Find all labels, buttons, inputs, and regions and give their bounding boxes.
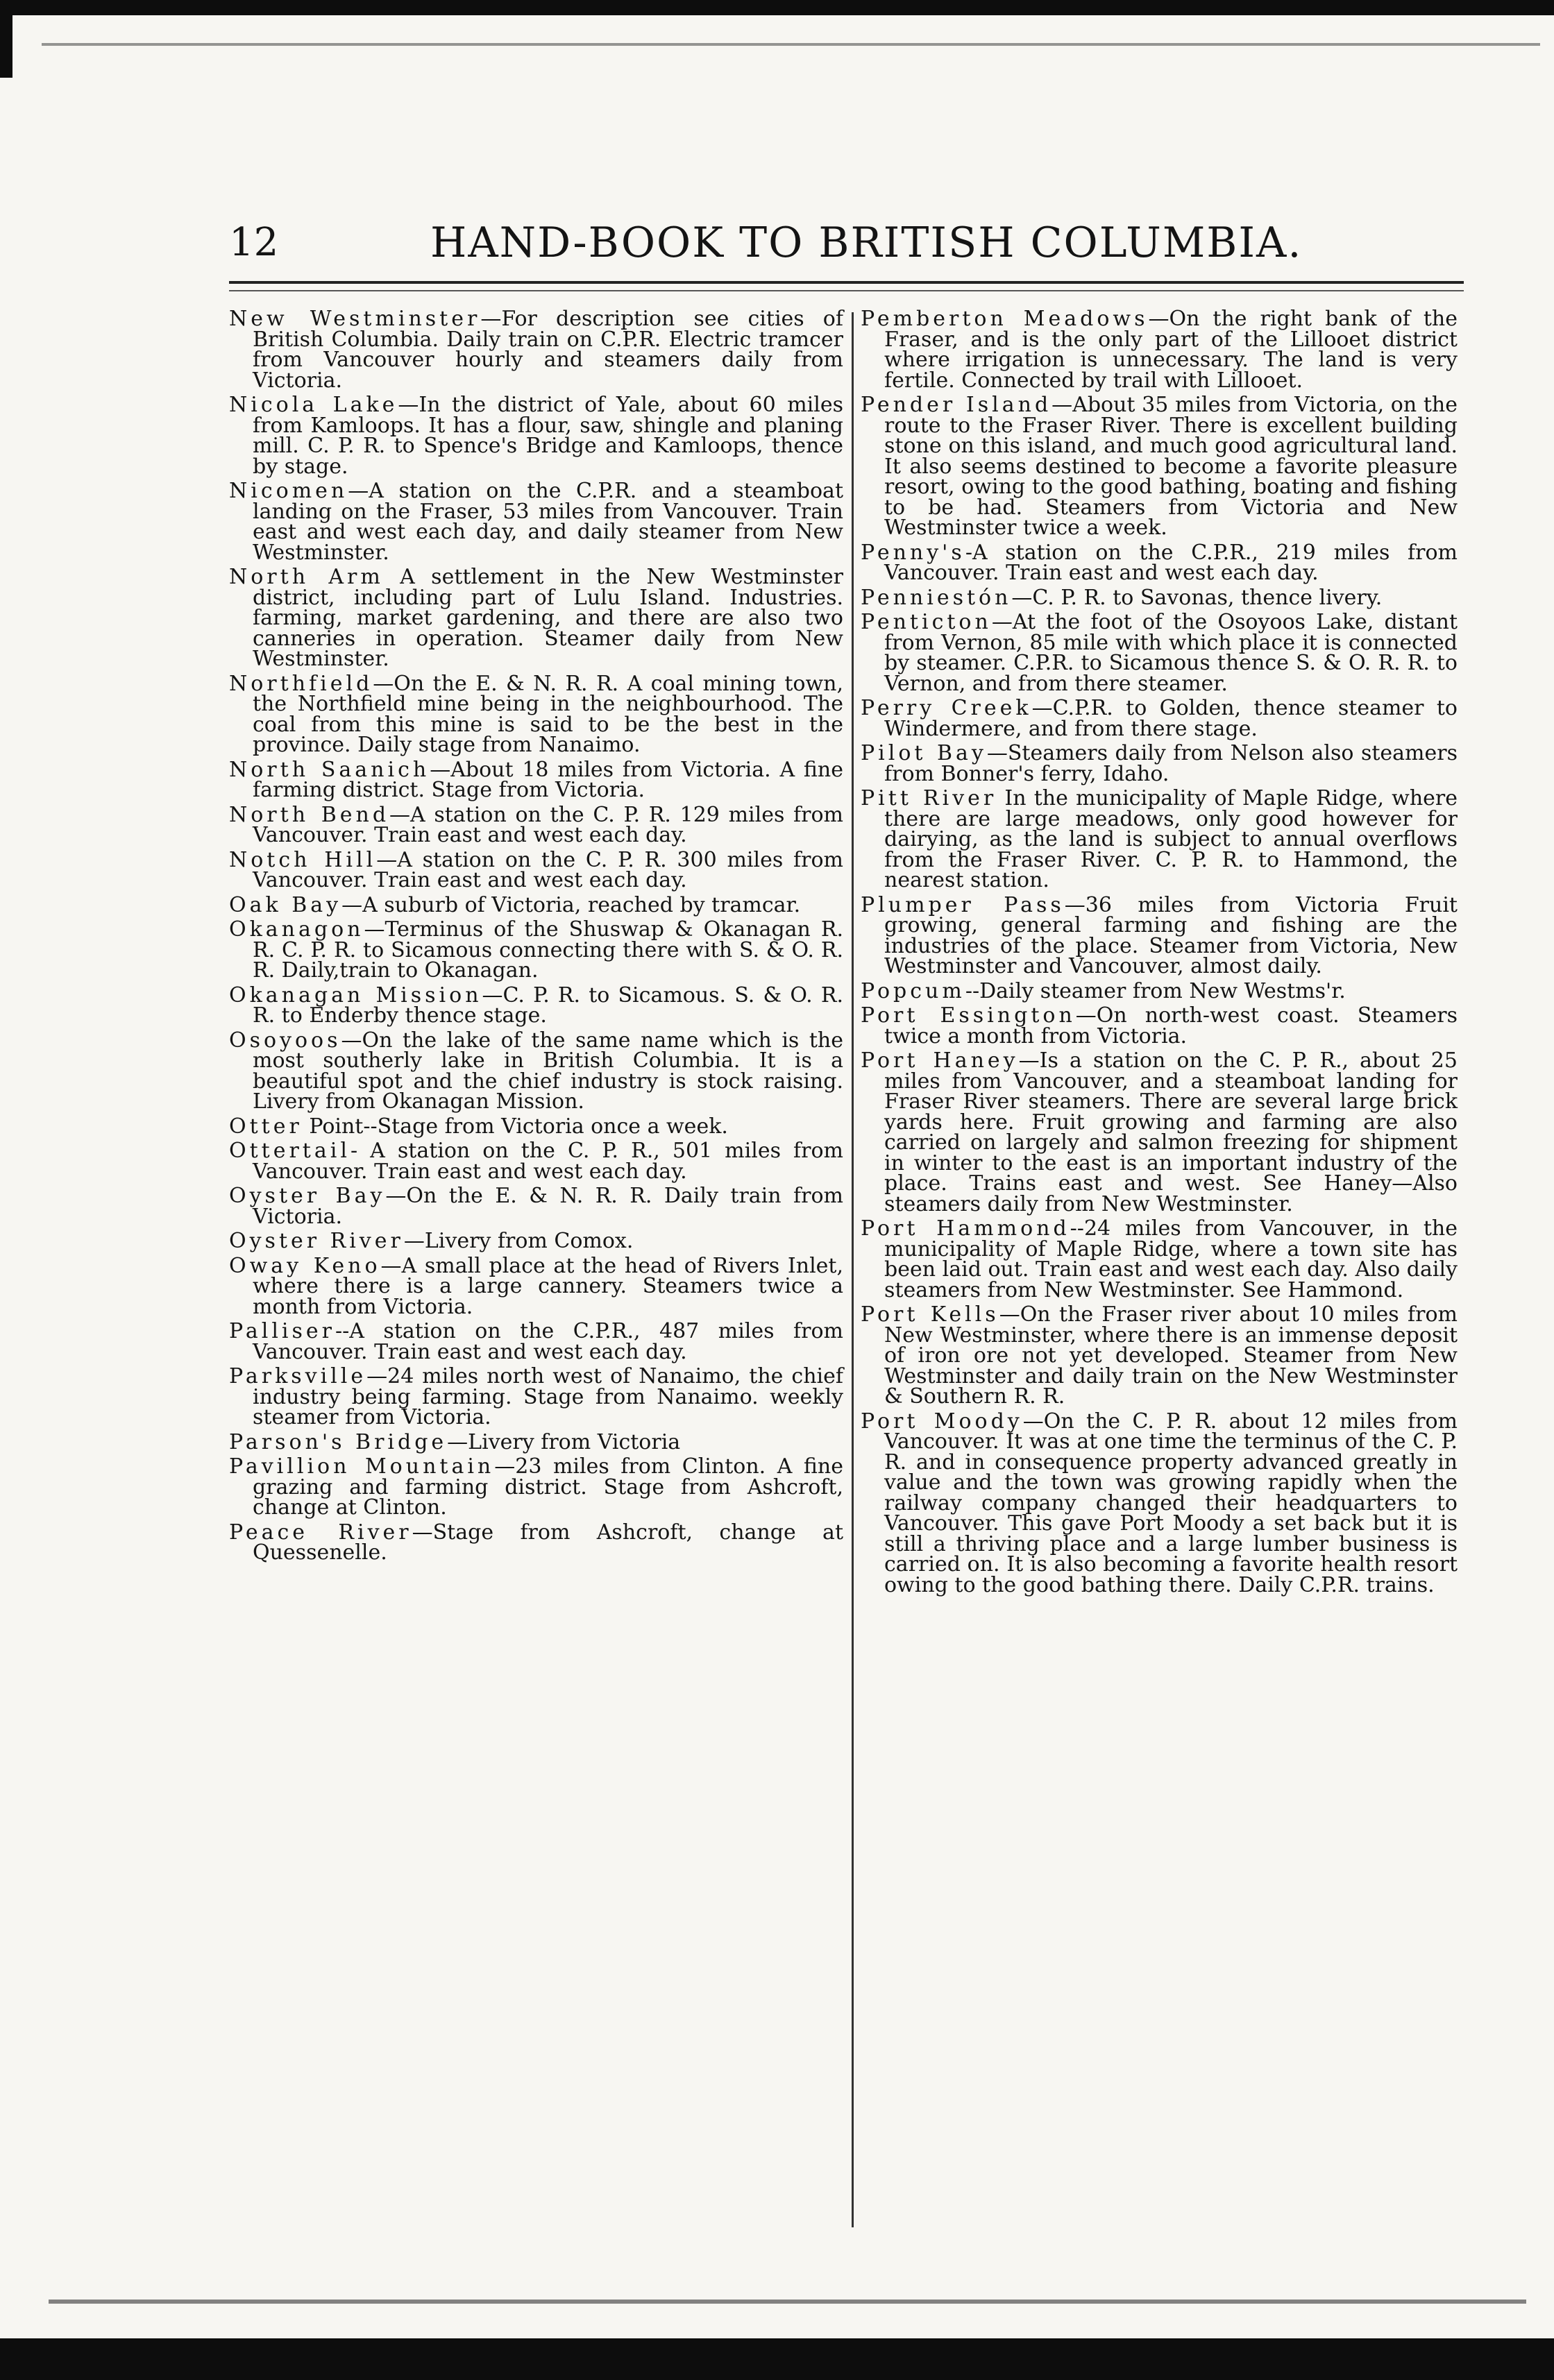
entry-description: —A station on the C.P.R. and a steamboat landing on the Fraser, 53 miles from Vancouver. Train east and west each day, and daily steamer from New Westminster. [253, 479, 843, 565]
entry-description: —On the C. P. R. about 12 miles from Vancouver. It was at one time the terminus of the C. P. R. and in consequence property advanced greatly in value and the town was growing rapidly when the railway company changed their headquarters to Vancouver. This gave Port Moody a set back but it is still a thriving place and a large lumber business is carried on. It is also becoming a favorite health resort owing to the good bathing there. Daily C.P.R. trains. [884, 1409, 1458, 1597]
entry-description: —For description see cities of British Columbia. Daily train on C.P.R. Electric tramcer from Vancouver hourly and steamers daily from Victoria. [253, 307, 843, 393]
gazetteer-entry [229, 1522, 843, 1563]
entry-description: —Is a station on the C. P. R., about 25 miles from Vancouver, and a steamboat landing for Fraser River steamers. There are several large brick yards here. Fruit growing and farming are also carried on largely and salmon freezing for shipment in winter to the east is an important industry of the place. Trains east and west. See Haney—Also steamers daily from New Westminster. [884, 1048, 1458, 1216]
entry-place-name: North Bend [229, 802, 390, 827]
top-rule [42, 43, 1540, 46]
gazetteer-entry [861, 1005, 1458, 1046]
entry-description: —At the foot of the Osoyoos Lake, distant from Vernon, 85 mile with which place it is connected by steamer. C.P.R. to Sicamous thence S. & O. R. R. to Vernon, and from there steamer. [884, 610, 1458, 696]
gazetteer-entry [861, 1218, 1458, 1300]
entry-place-name: Peace River [229, 1520, 412, 1545]
bottom-rule [49, 2300, 1526, 2304]
entry-description: —In the district of Yale, about 60 miles from Kamloops. It has a flour, saw, shingle and planing mill. C. P. R. to Spence's Bridge and Kamloops, thence by stage. [253, 393, 843, 479]
entry-description: —23 miles from Clinton. A fine grazing and farming district. Stage from Ashcroft, change at Clinton. [253, 1454, 843, 1520]
right-column [861, 309, 1458, 1599]
gazetteer-entry [229, 802, 844, 847]
gazetteer-entry [229, 309, 843, 391]
entry-place-name: Northfield [229, 671, 373, 696]
entry-description: —A station on the C. P. R. 129 miles from Vancouver. Train east and west each day. [253, 802, 844, 847]
page-header [229, 212, 1478, 274]
gazetteer-entry [229, 1141, 843, 1182]
entry-description: A settlement in the New Westminster district, including part of Lulu Island. Industries. farming, market gardening, and there are also two canneries in operation. Steamer daily from New Westminster. [253, 565, 843, 671]
gazetteer-entry [861, 540, 1458, 585]
entry-description: —On the E. & N. R. R. A coal mining town, the Northfield mine being in the neighbourhood. The coal from this mine is said to be the best in the province. Daily stage from Nanaimo. [253, 671, 843, 757]
entry-description: In the municipality of Maple Ridge, where there are large meadows, only good however for dairying, as the land is subject to annual overflows from the Fraser River. C. P. R. to Hammond, the nearest station. [884, 786, 1458, 892]
gazetteer-entry [861, 585, 1458, 610]
entry-place-name: Nicomen [229, 479, 348, 503]
entry-place-name: Oway Keno [229, 1253, 381, 1278]
header-rule [229, 281, 1464, 284]
column-divider [852, 312, 854, 2227]
entry-place-name: Pavillion Mountain [229, 1454, 495, 1479]
entry-place-name: Pilot Bay [861, 741, 987, 765]
gazetteer-entry [229, 395, 843, 477]
left-scan-mark [0, 15, 12, 78]
entry-description: —C. P. R. to Sicamous. S. & O. R. R. to Enderby thence stage. [253, 983, 843, 1028]
entry-place-name: Penticton [861, 610, 992, 634]
entry-place-name: Port Moody [861, 1409, 1023, 1434]
entry-place-name: Port Haney [861, 1048, 1019, 1073]
gazetteer-entry [861, 395, 1458, 538]
entry-place-name: Oak Bay [229, 892, 342, 917]
entry-place-name: Parksville [229, 1364, 367, 1388]
gazetteer-entry [229, 919, 843, 981]
gazetteer-entry [229, 1186, 843, 1227]
entry-description: -A station on the C.P.R., 219 miles from Vancouver. Train east and west each day. [884, 540, 1458, 585]
entry-description: --Daily steamer from New Westms'r. [965, 978, 1346, 1003]
entry-description: —A station on the C. P. R. 300 miles from Vancouver. Train east and west each day. [253, 847, 843, 892]
entry-description: - A station on the C. P. R., 501 miles from Vancouver. Train east and west each day. [253, 1139, 843, 1184]
entry-description: --24 miles from Vancouver, in the municipality of Maple Ridge, where a town site has been laid out. Train east and west each day. Also daily steamers from New Westminster. See Hammond. [884, 1216, 1458, 1302]
entry-place-name: Pender Island [861, 393, 1052, 417]
entry-place-name: Perry Creek [861, 696, 1032, 720]
entry-description: —36 miles from Victoria Fruit growing, general farming and fishing are the industries of the place. Steamer from Victoria, New Westminster and Vancouver, almost daily. [884, 892, 1458, 978]
gazetteer-entry [861, 309, 1458, 391]
entry-place-name: Osoyoos [229, 1028, 341, 1053]
gazetteer-entry [229, 757, 843, 802]
entry-description: —Stage from Ashcroft, change at Quessenelle. [253, 1520, 843, 1565]
entry-description: —A suburb of Victoria, reached by tramcar. [341, 892, 801, 917]
entry-description: —Steamers daily from Nelson also steamers from Bonner's ferry, Idaho. [884, 741, 1458, 786]
entry-description: —About 18 miles from Victoria. A fine farming district. Stage from Victoria. [253, 757, 843, 802]
gazetteer-entry [229, 1030, 843, 1112]
gazetteer-entry [229, 671, 843, 757]
bottom-scan-border [0, 2338, 1554, 2380]
entry-place-name: Okanagon [229, 917, 364, 942]
gazetteer-entry [229, 847, 843, 892]
entry-description: --A station on the C.P.R., 487 miles from Vancouver. Train east and west each day. [253, 1319, 843, 1364]
gazetteer-entry [861, 1304, 1458, 1407]
entry-description: —On the Fraser river about 10 miles from New Westminster, where there is an immense deposit of iron ore not yet developed. Steamer from New Westminster and daily train on the New Westminster & Southern R. R. [884, 1302, 1458, 1409]
entry-description: —On the right bank of the Fraser, and is the only part of the Lillooet district where irrigation is unnecessary. The land is very fertile. Connected by trail with Lillooet. [884, 307, 1458, 393]
running-title: HAND-BOOK TO BRITISH COLUMBIA. [430, 219, 1303, 267]
entry-description: —On the E. & N. R. R. Daily train from Victoria. [253, 1184, 843, 1229]
gazetteer-entry [229, 567, 843, 670]
entry-place-name: Popcum [861, 978, 965, 1003]
entry-description: —Livery from Victoria [447, 1429, 681, 1454]
entry-place-name: Notch Hill [229, 847, 377, 872]
page-number: 12 [229, 220, 279, 265]
top-scan-border [0, 0, 1554, 15]
entry-place-name: Oyster River [229, 1229, 404, 1253]
gazetteer-entry [229, 1253, 844, 1319]
gazetteer-entry [861, 612, 1458, 694]
gazetteer-entry [861, 743, 1458, 784]
entry-place-name: Palliser [229, 1319, 335, 1343]
gazetteer-entry [861, 1048, 1458, 1216]
entry-place-name: Nicola Lake [229, 393, 398, 417]
entry-description: Point--Stage from Victoria once a week. [302, 1114, 728, 1139]
gazetteer-entry [861, 698, 1458, 739]
entry-place-name: Penny's [861, 540, 965, 565]
entry-place-name: Parson's Bridge [229, 1429, 448, 1454]
entry-place-name: Port Essington [861, 1003, 1076, 1028]
entry-place-name: Okanagan Mission [229, 983, 482, 1008]
entry-place-name: Port Hammond [861, 1216, 1070, 1241]
entry-place-name: Port Kells [861, 1302, 999, 1327]
gazetteer-entry [229, 892, 843, 917]
entry-place-name: North Saanich [229, 757, 430, 782]
entry-description: —On the lake of the same name which is the most southerly lake in British Columbia. It is a beautiful spot and the chief industry is stock raising. Livery from Okanagan Mission. [253, 1028, 843, 1114]
entry-place-name: Oyster Bay [229, 1184, 386, 1208]
entry-description: —Livery from Comox. [403, 1229, 634, 1253]
gazetteer-entry [861, 978, 1458, 1003]
entry-description: —A small place at the head of Rivers Inlet, where there is a large cannery. Steamers twice a month from Victoria. [253, 1253, 844, 1319]
gazetteer-entry [229, 1429, 843, 1454]
header-rule-secondary [229, 290, 1464, 291]
entry-place-name: Penniestón [861, 585, 1012, 610]
gazetteer-entry [861, 1411, 1458, 1596]
entry-place-name: Pemberton Meadows [861, 307, 1149, 331]
entry-description: —C. P. R. to Savonas, thence livery. [1011, 585, 1383, 610]
gazetteer-entry [229, 1321, 843, 1362]
gazetteer-entry [861, 788, 1458, 891]
gazetteer-entry [229, 1366, 843, 1428]
entry-place-name: North Arm [229, 565, 384, 589]
entry-place-name: Pitt River [861, 786, 997, 810]
entry-description: —About 35 miles from Victoria, on the route to the Fraser River. There is excellent building stone on this island, and much good agricultural land. It also seems destined to become a favorite pleasure resort, owing to the good bathing, boating and fishing to be had. Steamers from Victoria and New Westminster twice a week. [884, 393, 1458, 540]
gazetteer-entry [229, 1116, 843, 1137]
entry-place-name: Otter [229, 1114, 303, 1139]
gazetteer-entry [229, 985, 843, 1026]
entry-place-name: New Westminster [229, 307, 481, 331]
left-column [229, 309, 843, 1567]
gazetteer-entry [229, 1456, 843, 1518]
entry-description: —C.P.R. to Golden, thence steamer to Windermere, and from there stage. [884, 696, 1458, 741]
gazetteer-entry [229, 1231, 843, 1252]
entry-description: —24 miles north west of Nanaimo, the chief industry being farming. Stage from Nanaimo. weekly steamer from Victoria. [253, 1364, 843, 1429]
gazetteer-entry [861, 892, 1458, 978]
gazetteer-entry [229, 481, 843, 563]
entry-description: —On north-west coast. Steamers twice a month from Victoria. [884, 1003, 1458, 1048]
entry-description: —Terminus of the Shuswap & Okanagan R. R. C. P. R. to Sicamous connecting there with S. & O. R. R. Daily,train to Okanagan. [253, 917, 843, 983]
entry-place-name: Plumper Pass [861, 892, 1065, 917]
entry-place-name: Ottertail [229, 1139, 351, 1163]
